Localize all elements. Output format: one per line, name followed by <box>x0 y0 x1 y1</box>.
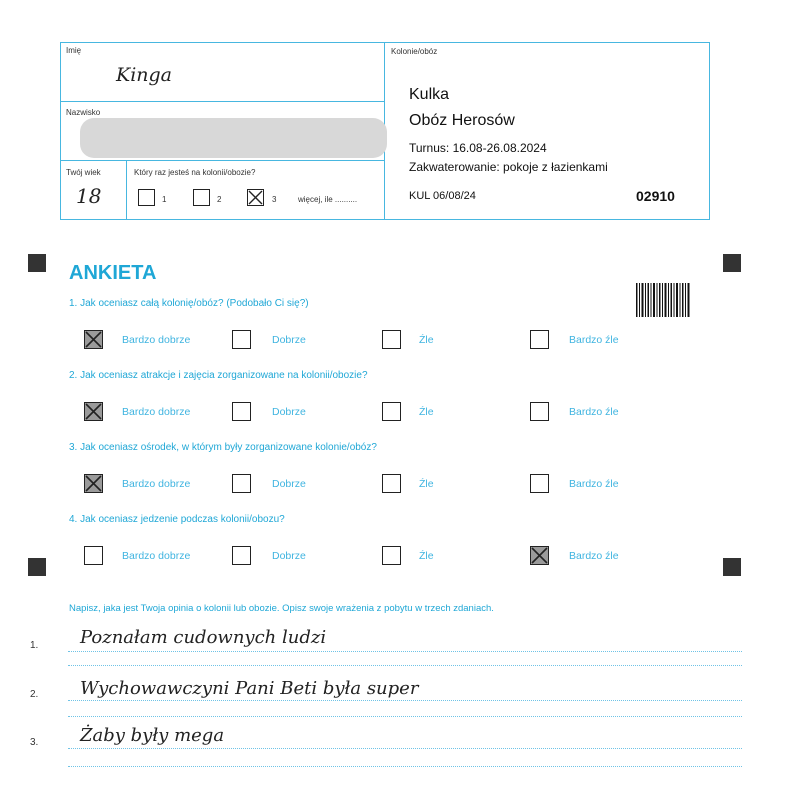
ktory-raz-option-3: 3 <box>272 195 277 204</box>
question-4-option-4-label: Bardzo źle <box>569 550 619 562</box>
opinion-line-3b <box>68 766 742 767</box>
check-x-icon <box>84 474 103 493</box>
imie-label: Imię <box>66 46 82 55</box>
check-x-icon <box>84 402 103 421</box>
question-3-option-4-checkbox[interactable] <box>530 474 549 493</box>
question-1-option-3-label: Źle <box>419 334 434 346</box>
opinion-line-2b <box>68 716 742 717</box>
ktory-raz-checkbox-3[interactable] <box>247 189 264 206</box>
question-4-option-3-checkbox[interactable] <box>382 546 401 565</box>
survey-title: ANKIETA <box>69 262 157 284</box>
opinion-prompt: Napisz, jaka jest Twoja opinia o kolonii lub obozie. Opisz swoje wrażenia z pobytu w trzech zdaniach. <box>69 603 494 614</box>
question-2-option-4-label: Bardzo źle <box>569 406 619 418</box>
opinion-line-3 <box>68 748 742 749</box>
question-4-option-2-label: Dobrze <box>272 550 306 562</box>
question-4-option-1-checkbox[interactable] <box>84 546 103 565</box>
question-3-option-2-label: Dobrze <box>272 478 306 490</box>
check-x-icon <box>247 189 264 206</box>
question-2-option-2-checkbox[interactable] <box>232 402 251 421</box>
opinion-line-text-3[interactable]: Żaby były mega <box>80 725 225 746</box>
question-1-option-1-checkbox[interactable] <box>84 330 103 349</box>
opinion-line-2 <box>68 700 742 701</box>
question-3-option-2-checkbox[interactable] <box>232 474 251 493</box>
question-1-option-2-label: Dobrze <box>272 334 306 346</box>
question-2-option-2-label: Dobrze <box>272 406 306 418</box>
question-4-option-1-label: Bardzo dobrze <box>122 550 191 562</box>
opinion-line-text-1[interactable]: Poznałam cudownych ludzi <box>80 627 327 648</box>
opinion-line-number-1: 1. <box>30 640 39 651</box>
question-3-option-1-label: Bardzo dobrze <box>122 478 191 490</box>
camp-name: Kulka <box>409 86 450 103</box>
ktory-raz-more: więcej, ile .......... <box>298 195 358 204</box>
question-2-option-3-label: Źle <box>419 406 434 418</box>
check-x-icon <box>530 546 549 565</box>
registration-marker-tl <box>28 254 46 272</box>
question-3-option-3-label: Źle <box>419 478 434 490</box>
question-2-option-4-checkbox[interactable] <box>530 402 549 421</box>
question-1-text: 1. Jak oceniasz całą kolonię/obóz? (Podobało Ci się?) <box>69 298 309 309</box>
registration-marker-bl <box>28 558 46 576</box>
opinion-line-text-2[interactable]: Wychowawczyni Pani Beti była super <box>80 678 419 699</box>
question-4-option-4-checkbox[interactable] <box>530 546 549 565</box>
question-2-option-3-checkbox[interactable] <box>382 402 401 421</box>
header-divider-v2 <box>126 160 127 220</box>
barcode-icon <box>636 283 690 317</box>
wiek-value[interactable]: 18 <box>76 184 102 208</box>
question-3-option-4-label: Bardzo źle <box>569 478 619 490</box>
question-2-option-1-checkbox[interactable] <box>84 402 103 421</box>
imie-value[interactable]: Kinga <box>116 64 172 86</box>
turnus: Turnus: 16.08-26.08.2024 <box>409 141 547 155</box>
question-3-option-1-checkbox[interactable] <box>84 474 103 493</box>
camp-code: KUL 06/08/24 <box>409 190 476 202</box>
ktory-raz-option-1: 1 <box>162 195 167 204</box>
question-1-option-4-checkbox[interactable] <box>530 330 549 349</box>
nazwisko-label: Nazwisko <box>66 108 101 117</box>
check-x-icon <box>84 330 103 349</box>
opinion-line-1 <box>68 651 742 652</box>
nazwisko-redacted <box>80 118 387 158</box>
zakwaterowanie: Zakwaterowanie: pokoje z łazienkami <box>409 160 608 174</box>
header-divider-h2 <box>60 160 385 161</box>
ktory-raz-option-2: 2 <box>217 195 222 204</box>
opinion-line-number-2: 2. <box>30 689 39 700</box>
header-divider-h1 <box>60 101 385 102</box>
form-number: 02910 <box>636 188 675 204</box>
question-2-text: 2. Jak oceniasz atrakcje i zajęcia zorganizowane na kolonii/obozie? <box>69 370 368 381</box>
opinion-line-1b <box>68 665 742 666</box>
question-1-option-2-checkbox[interactable] <box>232 330 251 349</box>
question-3-option-3-checkbox[interactable] <box>382 474 401 493</box>
registration-marker-tr <box>723 254 741 272</box>
question-4-text: 4. Jak oceniasz jedzenie podczas kolonii/obozu? <box>69 514 285 525</box>
ktory-raz-label: Który raz jesteś na kolonii/obozie? <box>134 168 256 177</box>
question-1-option-1-label: Bardzo dobrze <box>122 334 191 346</box>
question-3-text: 3. Jak oceniasz ośrodek, w którym były zorganizowane kolonie/obóz? <box>69 442 377 453</box>
opinion-line-number-3: 3. <box>30 737 39 748</box>
question-2-option-1-label: Bardzo dobrze <box>122 406 191 418</box>
registration-marker-br <box>723 558 741 576</box>
ktory-raz-checkbox-2[interactable] <box>193 189 210 206</box>
question-4-option-3-label: Źle <box>419 550 434 562</box>
question-4-option-2-checkbox[interactable] <box>232 546 251 565</box>
wiek-label: Twój wiek <box>66 168 101 177</box>
question-1-option-3-checkbox[interactable] <box>382 330 401 349</box>
question-1-option-4-label: Bardzo źle <box>569 334 619 346</box>
kolonie-label: Kolonie/obóz <box>391 47 438 56</box>
ktory-raz-checkbox-1[interactable] <box>138 189 155 206</box>
camp-subtitle: Obóz Herosów <box>409 112 515 129</box>
